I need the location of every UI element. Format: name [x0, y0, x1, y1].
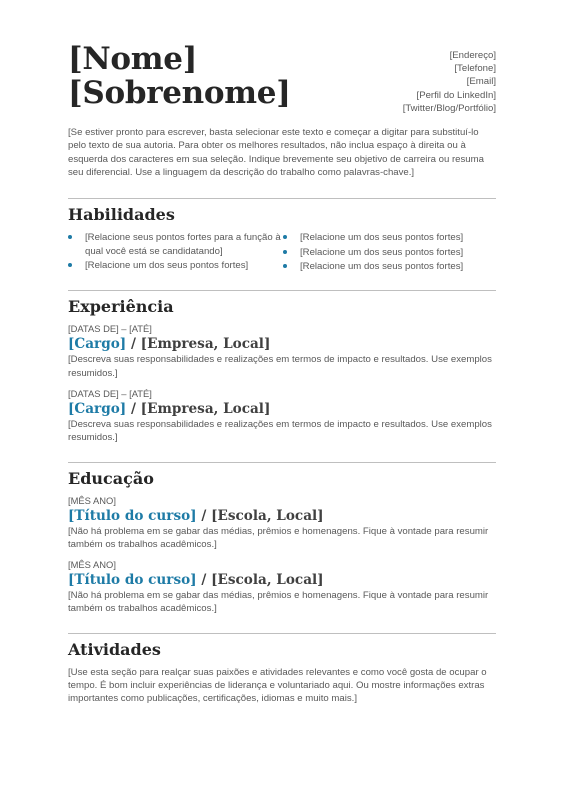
contact-phone: [Telefone]: [454, 63, 496, 75]
activities-heading: Atividades: [68, 639, 161, 659]
entry-description: [Descreva suas responsabilidades e realizações em termos de impacto e resultados. Use exemplos resumidos.]: [68, 419, 492, 444]
company-location: [Empresa, Local]: [140, 401, 271, 417]
bullet-icon: [68, 235, 72, 239]
job-title: [Cargo]: [68, 336, 127, 353]
bullet-icon: [283, 235, 287, 239]
entry-role: [Título do curso] / [Escola, Local]: [68, 572, 324, 589]
experience-entry[interactable]: [68, 388, 496, 445]
section-divider: [68, 198, 496, 199]
contact-linkedin: [Perfil do LinkedIn]: [416, 89, 496, 101]
bullet-icon: [283, 250, 287, 254]
entry-description: [Descreva suas responsabilidades e realizações em termos de impacto e resultados. Use exemplos resumidos.]: [68, 354, 492, 379]
education-entry[interactable]: [68, 559, 496, 616]
contact-portfolio: [Twitter/Blog/Portfólio]: [402, 102, 496, 114]
degree-title: [Título do curso]: [68, 507, 197, 524]
education-entry[interactable]: [68, 495, 496, 552]
skill-item[interactable]: [Relacione um dos seus pontos fortes]: [68, 259, 283, 272]
skill-item[interactable]: [Relacione um dos seus pontos fortes]: [283, 246, 496, 259]
activities-text[interactable]: [Use esta seção para realçar suas paixões e atividades relevantes e como você gosta de ocupar o tempo. É bom incluir experiências de liderança e voluntariado aqui. Ou mostre informações extras importantes como publicações, certificações, idiomas e muito mais.]: [68, 666, 487, 705]
contact-info[interactable]: [403, 49, 496, 115]
experience-heading: Experiência: [68, 297, 174, 317]
bullet-icon: [68, 263, 72, 267]
full-name[interactable]: [68, 42, 291, 110]
education-heading: Educação: [68, 468, 154, 488]
entry-date: [DATAS DE] – [ATÉ]: [68, 388, 152, 399]
skills-list: [68, 231, 496, 274]
job-title: [Cargo]: [68, 401, 127, 417]
resume-header: [68, 0, 496, 126]
entry-description: [Não há problema em se gabar das médias, prêmios e homenagens. Fique à vontade para resumir também os trabalhos acadêmicos.]: [68, 525, 489, 550]
entry-date: [MÊS ANO]: [68, 559, 116, 571]
company-location: [Empresa, Local]: [140, 336, 271, 353]
objective-summary[interactable]: [Se estiver pronto para escrever, basta selecionar este texto e começar a digitar para substituí-lo pelo texto de sua autoria. Para obter os melhores resultados, não inclua espaço à direita ou à esquerda dos caracteres em sua seleção. Indique brevemente seu objetivo de carreira ou resuma seu diferencial. Use a linguagem da descrição do trabalho como palavras-chave.]: [68, 127, 484, 178]
bullet-icon: [283, 264, 287, 268]
skill-item[interactable]: [Relacione seus pontos fortes para a função à qual você está se candidatando]: [68, 231, 283, 258]
degree-title: [Título do curso]: [68, 572, 197, 589]
entry-date: [MÊS ANO]: [68, 494, 116, 506]
school-location: [Escola, Local]: [211, 572, 324, 589]
skill-item[interactable]: [Relacione um dos seus pontos fortes]: [283, 231, 496, 244]
contact-email: [Email]: [466, 76, 496, 88]
school-location: [Escola, Local]: [211, 507, 324, 524]
section-divider: [68, 290, 496, 291]
first-name: [Nome]: [68, 41, 198, 77]
entry-role: [Cargo] / [Empresa, Local]: [68, 336, 271, 353]
skills-column-right: [283, 231, 496, 274]
experience-entry[interactable]: [68, 323, 496, 380]
section-divider: [68, 633, 496, 634]
skills-heading: Habilidades: [68, 205, 175, 225]
entry-role: [Título do curso] / [Escola, Local]: [68, 507, 324, 524]
section-divider: [68, 462, 496, 463]
contact-address: [Endereço]: [449, 50, 496, 61]
skill-item[interactable]: [Relacione um dos seus pontos fortes]: [283, 260, 496, 273]
entry-role: [Cargo] / [Empresa, Local]: [68, 401, 271, 417]
entry-description: [Não há problema em se gabar das médias, prêmios e homenagens. Fique à vontade para resumir também os trabalhos acadêmicos.]: [68, 590, 489, 615]
skills-column-left: [68, 231, 283, 274]
last-name: [Sobrenome]: [68, 75, 291, 111]
entry-date: [DATAS DE] – [ATÉ]: [68, 323, 152, 335]
